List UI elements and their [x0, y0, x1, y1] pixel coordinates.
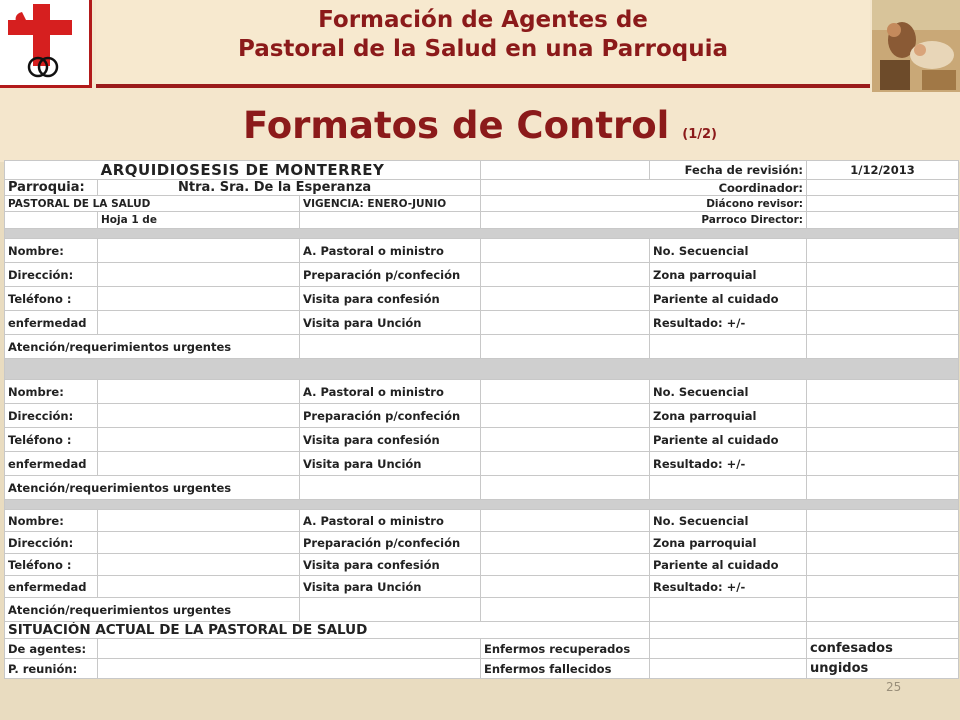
no-secuencial-label: No. Secuencial: [650, 380, 807, 404]
a-pastoral-label: A. Pastoral o ministro: [300, 510, 481, 532]
logo: [0, 0, 92, 88]
a-pastoral-value[interactable]: [481, 510, 650, 532]
a-pastoral-label: A. Pastoral o ministro: [300, 380, 481, 404]
zona-value[interactable]: [807, 404, 959, 428]
zona-label: Zona parroquial: [650, 532, 807, 554]
preparacion-label: Preparación p/confeción: [300, 404, 481, 428]
no-secuencial-value[interactable]: [807, 239, 959, 263]
enfermedad-value[interactable]: [98, 576, 300, 598]
atencion-value[interactable]: [300, 598, 481, 622]
pariente-label: Pariente al cuidado: [650, 554, 807, 576]
control-format-table: [4, 160, 959, 679]
telefono-label: Teléfono :: [5, 428, 98, 452]
agentes-label: De agentes:: [5, 639, 98, 659]
good-samaritan-painting: [872, 0, 960, 92]
cell: [300, 212, 481, 229]
zona-label: Zona parroquial: [650, 263, 807, 287]
table-row: [5, 554, 959, 576]
visita-uncion-label: Visita para Unción: [300, 311, 481, 335]
visita-uncion-label: Visita para Unción: [300, 452, 481, 476]
table-row: [5, 161, 959, 180]
hoja-label: Hoja 1 de: [98, 212, 300, 229]
nombre-label: Nombre:: [5, 239, 98, 263]
visita-confesion-value[interactable]: [481, 287, 650, 311]
nombre-value[interactable]: [98, 380, 300, 404]
direccion-value[interactable]: [98, 404, 300, 428]
no-secuencial-value[interactable]: [807, 510, 959, 532]
table-row: [5, 212, 959, 229]
slide-title: [0, 102, 960, 159]
diacono-label: Diácono revisor:: [481, 196, 807, 212]
parroquia-value: Ntra. Sra. De la Esperanza: [98, 180, 481, 196]
parroco-value[interactable]: [807, 212, 959, 229]
visita-uncion-value[interactable]: [481, 452, 650, 476]
pariente-value[interactable]: [807, 428, 959, 452]
ungidos-label: ungidos: [807, 659, 959, 679]
atencion-label: Atención/requerimientos urgentes: [5, 476, 300, 500]
fallecidos-value[interactable]: [650, 659, 807, 679]
reunion-value[interactable]: [98, 659, 481, 679]
preparacion-label: Preparación p/confeción: [300, 263, 481, 287]
visita-confesion-value[interactable]: [481, 428, 650, 452]
red-cross-logo-icon: [0, 0, 88, 84]
preparacion-label: Preparación p/confeción: [300, 532, 481, 554]
visita-uncion-label: Visita para Unción: [300, 576, 481, 598]
direccion-value[interactable]: [98, 263, 300, 287]
cell: [481, 161, 650, 180]
resultado-label: Resultado: +/-: [650, 452, 807, 476]
enfermedad-value[interactable]: [98, 311, 300, 335]
enfermedad-label: enfermedad: [5, 576, 98, 598]
cell: [481, 335, 650, 359]
telefono-value[interactable]: [98, 287, 300, 311]
nombre-label: Nombre:: [5, 510, 98, 532]
telefono-value[interactable]: [98, 428, 300, 452]
reunion-label: P. reunión:: [5, 659, 98, 679]
zona-label: Zona parroquial: [650, 404, 807, 428]
resultado-label: Resultado: +/-: [650, 311, 807, 335]
fallecidos-label: Enfermos fallecidos: [481, 659, 650, 679]
cell: [807, 476, 959, 500]
cell: [481, 598, 650, 622]
a-pastoral-label: A. Pastoral o ministro: [300, 239, 481, 263]
table-row: [5, 428, 959, 452]
confesados-label: confesados: [807, 639, 959, 659]
preparacion-value[interactable]: [481, 532, 650, 554]
table-row: [5, 335, 959, 359]
table-row: [5, 196, 959, 212]
visita-confesion-label: Visita para confesión: [300, 554, 481, 576]
slide-title-suffix: (1/2): [682, 127, 717, 142]
coordinador-value[interactable]: [807, 180, 959, 196]
separator-row: [5, 500, 959, 510]
agentes-value[interactable]: [98, 639, 481, 659]
a-pastoral-value[interactable]: [481, 380, 650, 404]
preparacion-value[interactable]: [481, 404, 650, 428]
visita-confesion-value[interactable]: [481, 554, 650, 576]
pariente-label: Pariente al cuidado: [650, 428, 807, 452]
vigencia-label: VIGENCIA: ENERO-JUNIO: [300, 196, 481, 212]
cell: [650, 335, 807, 359]
coordinador-label: Coordinador:: [481, 180, 807, 196]
table-row: [5, 476, 959, 500]
header-title-box: [96, 0, 870, 88]
direccion-label: Dirección:: [5, 532, 98, 554]
telefono-label: Teléfono :: [5, 287, 98, 311]
preparacion-value[interactable]: [481, 263, 650, 287]
visita-confesion-label: Visita para confesión: [300, 287, 481, 311]
table-row: [5, 239, 959, 263]
a-pastoral-value[interactable]: [481, 239, 650, 263]
visita-uncion-value[interactable]: [481, 576, 650, 598]
cell: [650, 476, 807, 500]
cell: [650, 622, 807, 639]
page-number: 25: [886, 680, 902, 694]
nombre-label: Nombre:: [5, 380, 98, 404]
pastoral-label: PASTORAL DE LA SALUD: [5, 196, 300, 212]
visita-confesion-label: Visita para confesión: [300, 428, 481, 452]
header-title-line1: Formación de Agentes de: [318, 7, 648, 33]
enfermedad-value[interactable]: [98, 452, 300, 476]
fecha-value[interactable]: 1/12/2013: [807, 161, 959, 180]
telefono-value[interactable]: [98, 554, 300, 576]
enfermedad-label: enfermedad: [5, 311, 98, 335]
recuperados-label: Enfermos recuperados: [481, 639, 650, 659]
table-row: [5, 576, 959, 598]
pariente-value[interactable]: [807, 287, 959, 311]
visita-uncion-value[interactable]: [481, 311, 650, 335]
table-row: [5, 659, 959, 679]
no-secuencial-label: No. Secuencial: [650, 239, 807, 263]
situacion-title: SITUACIÓN ACTUAL DE LA PASTORAL DE SALUD: [5, 622, 650, 639]
atencion-value[interactable]: [300, 476, 481, 500]
slide-title-text: Formatos de Control: [242, 104, 670, 147]
atencion-value[interactable]: [300, 335, 481, 359]
zona-value[interactable]: [807, 263, 959, 287]
table-row: [5, 180, 959, 196]
pariente-label: Pariente al cuidado: [650, 287, 807, 311]
cell: [650, 598, 807, 622]
cell: [807, 622, 959, 639]
enfermedad-label: enfermedad: [5, 452, 98, 476]
table-row: [5, 598, 959, 622]
atencion-label: Atención/requerimientos urgentes: [5, 598, 300, 622]
pariente-value[interactable]: [807, 554, 959, 576]
no-secuencial-value[interactable]: [807, 380, 959, 404]
table-row: [5, 510, 959, 532]
table-row: [5, 311, 959, 335]
atencion-label: Atención/requerimientos urgentes: [5, 335, 300, 359]
cell: [5, 212, 98, 229]
nombre-value[interactable]: [98, 510, 300, 532]
separator-row: [5, 359, 959, 380]
table-row: [5, 639, 959, 659]
table-row: [5, 532, 959, 554]
no-secuencial-label: No. Secuencial: [650, 510, 807, 532]
table-row: [5, 404, 959, 428]
cell: [481, 476, 650, 500]
header-title-line2: Pastoral de la Salud en una Parroquia: [237, 36, 729, 62]
slide-header: [0, 0, 960, 162]
recuperados-value[interactable]: [650, 639, 807, 659]
table-row: [5, 452, 959, 476]
direccion-label: Dirección:: [5, 263, 98, 287]
parroquia-label: Parroquia:: [5, 180, 98, 196]
table-row: [5, 622, 959, 639]
table-row: [5, 380, 959, 404]
direccion-label: Dirección:: [5, 404, 98, 428]
cell: [807, 598, 959, 622]
diacono-value[interactable]: [807, 196, 959, 212]
fecha-label: Fecha de revisión:: [650, 161, 807, 180]
direccion-value[interactable]: [98, 532, 300, 554]
nombre-value[interactable]: [98, 239, 300, 263]
org-title: ARQUIDIOSESIS DE MONTERREY: [5, 161, 481, 180]
separator-row: [5, 229, 959, 239]
resultado-value[interactable]: [807, 311, 959, 335]
resultado-value[interactable]: [807, 452, 959, 476]
zona-value[interactable]: [807, 532, 959, 554]
table-row: [5, 263, 959, 287]
table-row: [5, 287, 959, 311]
resultado-value[interactable]: [807, 576, 959, 598]
control-format-sheet: [4, 160, 958, 705]
parroco-label: Parroco Director:: [481, 212, 807, 229]
cell: [807, 335, 959, 359]
resultado-label: Resultado: +/-: [650, 576, 807, 598]
telefono-label: Teléfono :: [5, 554, 98, 576]
